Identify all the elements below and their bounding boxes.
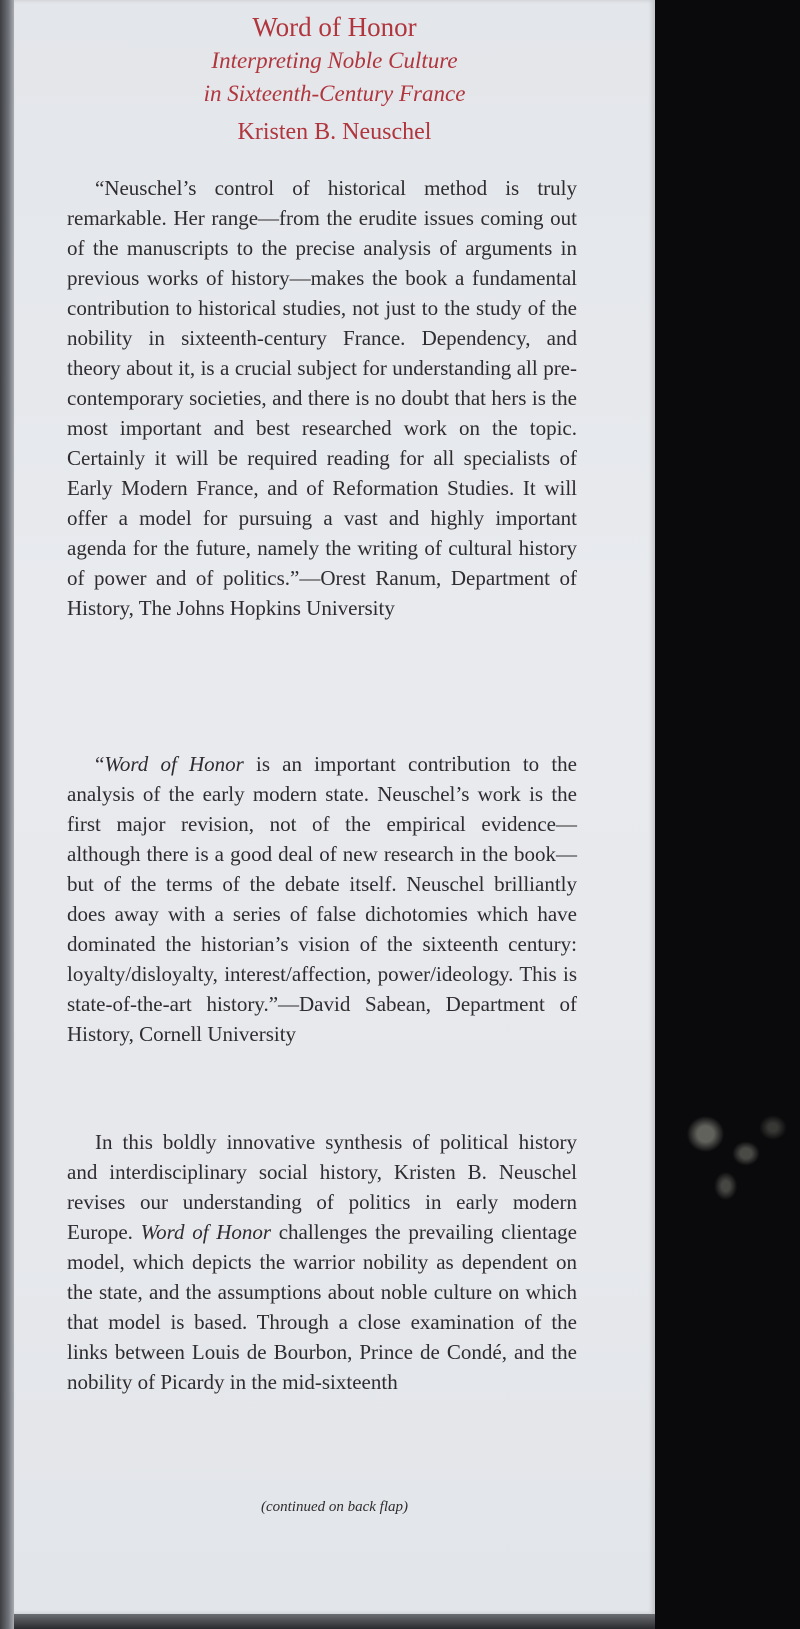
continued-note: (continued on back flap) [260,1499,409,1515]
title-block [14,10,655,150]
book-subtitle-line1: Interpreting Noble Culture [211,48,458,73]
dark-background-panel [655,0,800,1629]
book-author: Kristen B. Neuschel [237,119,432,145]
description-text [67,1127,577,1397]
book-subtitle-line2: in Sixteenth-Century France [203,81,466,106]
description-after: challenges the prevailing clientage model, which depicts the warrior nobility as dependent on the state, and the assumptions about noble culture on which that model is based. Through a close examination of the links between Louis de Bourbon, Prince de Condé, and the nobility of Picardy in the mid-sixteenth [67,1220,577,1394]
italic-book-title: Word of Honor [140,1220,272,1244]
open-quote: “ [95,752,105,776]
blurb-sabean [67,749,577,1049]
blurb-body: is an important contribution to the analysis of the early modern state. Neuschel’s work is the first major revision, not of the empirical evidence—although there is a good deal of new research in the book—but of the terms of the debate itself. Neuschel brilliantly does away with a series of false dichotomies which have dominated the historian’s vision of the sixteenth century: loyalty/disloyalty, interest/affection, power/ideology. This is state-of-the-art history.”—David Sabean, Department of History, Cornell University [67,752,577,1046]
description-before: In this boldly innovative synthesis of political history and interdisciplinary social history, Kristen B. Neuschel revises our understanding of politics in early modern Europe. [67,1130,577,1244]
book-description [67,1127,577,1397]
blurb-text [67,749,577,1049]
book-title: Word of Honor [252,12,417,42]
blurb-ranum [67,173,577,623]
scuff-marks [665,1095,800,1225]
bottom-edge [14,1614,655,1629]
blurb-text: “Neuschel’s control of historical method is truly remarkable. Her range—from the erudite issues coming out of the manuscripts to the precise analysis of arguments in previous works of history—makes the book a fundamental contribution to historical studies, not just to the study of the nobility in sixteenth-century France. Dependency, and theory about it, is a crucial subject for understanding all pre-contemporary societies, and there is no doubt that hers is the most important and best researched work on the topic. Certainly it will be required reading for all specialists of Early Modern France, and of Reformation Studies. It will offer a model for pursuing a vast and highly important agenda for the future, namely the writing of cultural history of power and of politics.”—Orest Ranum, Department of History, The Johns Hopkins University [67,176,577,620]
italic-book-title: Word of Honor [104,752,244,776]
book-edge-left [0,0,14,1629]
